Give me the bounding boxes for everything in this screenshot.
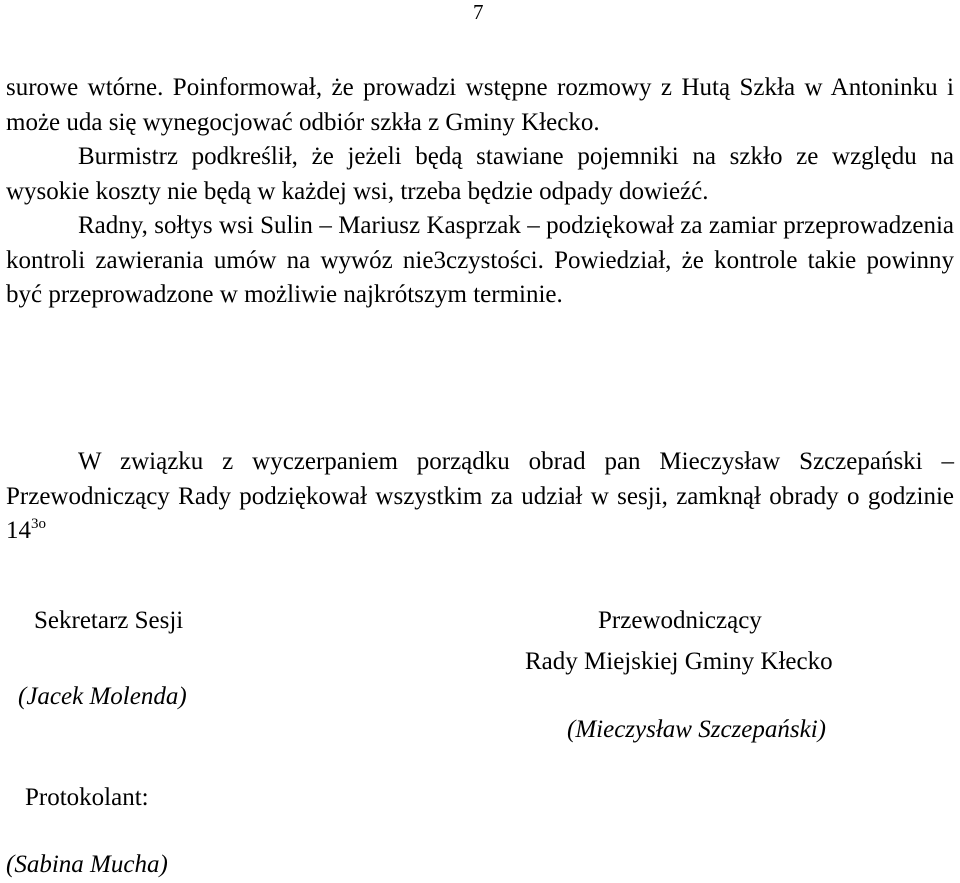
closing-text: W związku z wyczerpaniem porządku obrad pan Mieczysław Szczepański – Przewodniczący Rady podziękował wszystkim za udział w sesji, zamknął obrady o godzinie 14 (6, 448, 954, 544)
chair-name: (Mieczysław Szczepański) (567, 716, 826, 743)
recorder-title: Protokolant: (25, 784, 149, 811)
paragraph-closing (6, 445, 954, 549)
minutes-text-block (6, 71, 954, 313)
recorder-name: (Sabina Mucha) (6, 851, 168, 878)
secretary-name: (Jacek Molenda) (18, 683, 187, 710)
paragraph-councillor: Radny, sołtys wsi Sulin – Mariusz Kasprzak – podziękował za zamiar przeprowadzenia kontroli zawierania umów na wywóz nie3czystości. Powiedział, że kontrole takie powinny być przeprowadzone w możliwie najkrótszym terminie. (6, 212, 954, 308)
paragraph-recycling: surowe wtórne. Poinformował, że prowadzi wstępne rozmowy z Hutą Szkła w Antoninku i może uda się wynegocjować odbiór szkła z Gminy Kłecko. (6, 74, 954, 136)
paragraph-mayor: Burmistrz podkreślił, że jeżeli będą stawiane pojemniki na szkło ze względu na wysokie koszty nie będą w każdej wsi, trzeba będzie odpady dowieźć. (6, 143, 954, 205)
page-number: 7 (473, 0, 484, 24)
closing-text-block (6, 445, 954, 549)
chair-title: Przewodniczący (598, 607, 762, 634)
closing-time-superscript: 3o (31, 516, 46, 532)
secretary-title: Sekretarz Sesji (34, 607, 184, 634)
chair-organization: Rady Miejskiej Gminy Kłecko (525, 648, 833, 675)
